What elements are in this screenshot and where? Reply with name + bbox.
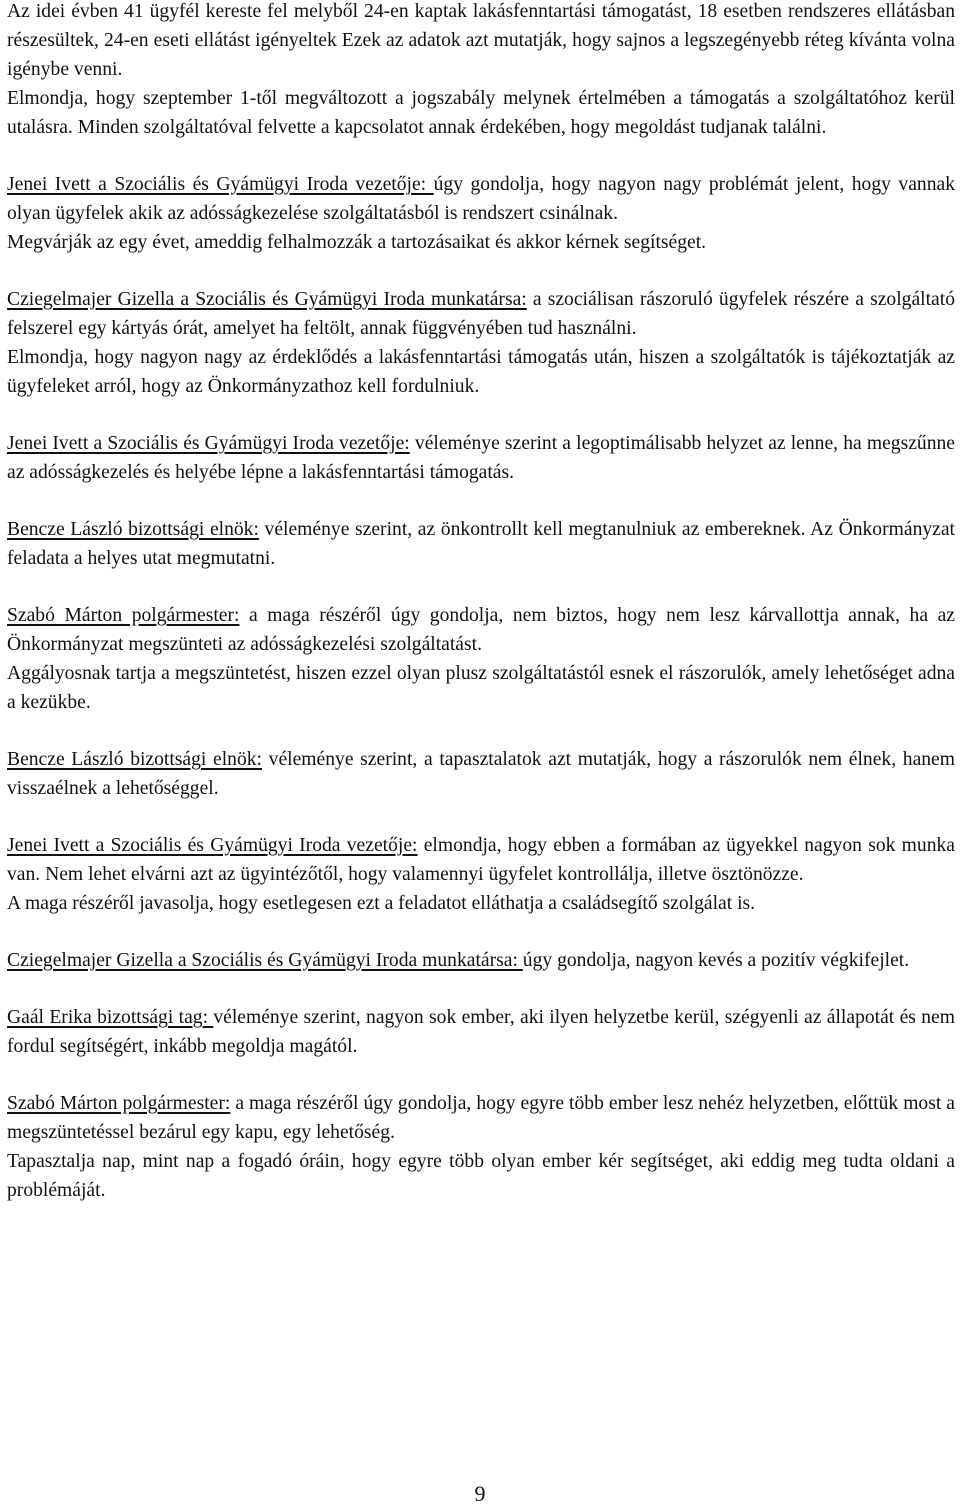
statement-text: elmondja, hogy ebben a formában az ügyekkel nagyon sok munka van. Nem lehet elvárni azt az ügyintézőtől, hogy valamennyi ügyfelet kontrollálja, illetve ösztönözze.	[7, 835, 955, 885]
statement-text: véleménye szerint, a tapasztalatok azt mutatják, hogy a rászorulók nem élnek, hanem visszaélnek a lehetőséggel.	[7, 749, 955, 799]
statement-text: véleménye szerint, az önkontrollt kell megtanulniuk az embereknek. Az Önkormányzat feladata a helyes utat megmutatni.	[7, 519, 955, 569]
page-number: 9	[474, 1481, 486, 1506]
speaker-label: Gaál Erika bizottsági tag:	[7, 1007, 214, 1028]
speaker-label: Bencze László bizottsági elnök:	[7, 519, 259, 540]
intro-paragraph	[7, 0, 955, 142]
statement	[7, 601, 955, 717]
statement-text: véleménye szerint, nagyon sok ember, aki ilyen helyzetbe kerül, szégyenli az állapotát és nem fordul segítségért, inkább megoldja magától.	[7, 1007, 955, 1057]
statement	[7, 946, 955, 975]
statement	[7, 429, 955, 487]
statement-text: úgy gondolja, hogy nagyon nagy problémát jelent, hogy vannak olyan ügyfelek akik az adósságkezelése szolgáltatásból is rendszert csinálnak.	[7, 174, 955, 224]
statement-text: úgy gondolja, nagyon kevés a pozitív végkifejlet.	[522, 950, 910, 971]
statement-text: a szociálisan rászoruló ügyfelek részére a szolgáltató felszerel egy kártyás órát, amelyet ha feltölt, annak függvényében tud használni.	[7, 289, 955, 339]
statement-text: a maga részéről úgy gondolja, hogy egyre több ember lesz nehéz helyzetben, előttük most a megszüntetéssel bezárul egy kapu, egy lehetőség.	[7, 1093, 955, 1143]
speaker-label: Bencze László bizottsági elnök:	[7, 749, 263, 770]
statement-text: véleménye szerint a legoptimálisabb helyzet az lenne, ha megszűnne az adósságkezelés és helyébe lépne a lakásfenntartási támogatás.	[7, 433, 956, 483]
document-page	[7, 0, 955, 1205]
statement-extra: Aggályosnak tartja a megszüntetést, hiszen ezzel olyan plusz szolgáltatástól esnek el rászorulók, amely lehetőséget adna a kezükbe.	[7, 663, 955, 713]
statement	[7, 170, 955, 257]
speaker-label: Szabó Márton polgármester:	[7, 1093, 231, 1114]
statement	[7, 745, 955, 803]
intro-text-1: Az idei évben 41 ügyfél kereste fel melyből 24-en kaptak lakásfenntartási támogatást, 18 esetben rendszeres ellátásban részesültek, 24-en eseti ellátást igényeltek Ezek az adatok azt mutatják, hogy sajnos a legszegényebb réteg kívánta volna igénybe venni.	[7, 1, 955, 80]
speaker-label: Szabó Márton polgármester:	[7, 605, 240, 626]
speaker-label: Jenei Ivett a Szociális és Gyámügyi Iroda vezetője:	[7, 174, 434, 195]
statement	[7, 285, 955, 401]
statement-extra: Megvárják az egy évet, ameddig felhalmozzák a tartozásaikat és akkor kérnek segítséget.	[7, 232, 707, 253]
statement	[7, 515, 955, 573]
statement-extra: Elmondja, hogy nagyon nagy az érdeklődés a lakásfenntartási támogatás után, hiszen a szolgáltatók is tájékoztatják az ügyfeleket arról, hogy az Önkormányzathoz kell fordulniuk.	[7, 347, 955, 397]
speaker-label: Jenei Ivett a Szociális és Gyámügyi Iroda vezetője:	[7, 835, 418, 856]
intro-text-2: Elmondja, hogy szeptember 1-től megváltozott a jogszabály melynek értelmében a támogatás a szolgáltatóhoz kerül utalásra. Minden szolgáltatóval felvette a kapcsolatot annak érdekében, hogy megoldást tudjanak találni.	[7, 88, 955, 138]
statement-extra: Tapasztalja nap, mint nap a fogadó óráin, hogy egyre több olyan ember kér segítséget, aki eddig meg tudta oldani a problémáját.	[7, 1151, 955, 1201]
speaker-label: Jenei Ivett a Szociális és Gyámügyi Iroda vezetője:	[7, 433, 410, 454]
speaker-label: Cziegelmajer Gizella a Szociális és Gyámügyi Iroda munkatársa:	[7, 289, 527, 310]
statement-extra: A maga részéről javasolja, hogy esetlegesen ezt a feladatot elláthatja a családsegítő szolgálat is.	[7, 893, 756, 914]
speaker-label: Cziegelmajer Gizella a Szociális és Gyámügyi Iroda munkatársa:	[7, 950, 523, 971]
statement	[7, 1089, 955, 1205]
statement	[7, 831, 955, 918]
statement-text: a maga részéről úgy gondolja, nem biztos, hogy nem lesz kárvallottja annak, ha az Önkormányzat megszünteti az adósságkezelési szolgáltatást.	[7, 605, 955, 655]
statement	[7, 1003, 955, 1061]
